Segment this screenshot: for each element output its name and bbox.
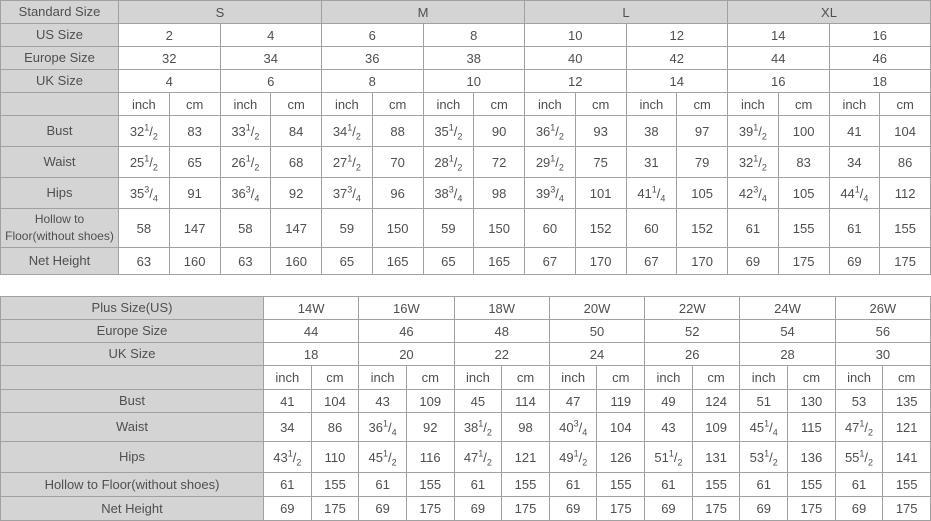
measure-cm-cell: 155	[778, 209, 829, 248]
measure-cm-cell: 170	[575, 248, 626, 275]
measure-inch-cell: 49	[645, 390, 693, 413]
size-value-cell: 26W	[835, 297, 930, 320]
unit-cell: inch	[359, 366, 407, 390]
measure-inch-cell: $38^1/_2$	[454, 413, 502, 442]
measure-inch-cell: $35^1/_2$	[423, 116, 474, 147]
size-value-cell: 38	[423, 47, 525, 70]
size-value-cell: 48	[454, 320, 549, 343]
measure-inch-cell: 67	[626, 248, 677, 275]
measure-cm-cell: 121	[883, 413, 931, 442]
measure-inch-cell: $29^1/_2$	[525, 147, 576, 178]
measure-cm-cell: 96	[372, 178, 423, 209]
size-value-cell: 6	[322, 24, 424, 47]
size-value-cell: 28	[740, 343, 835, 366]
measure-inch-cell: $51^1/_2$	[645, 442, 693, 473]
measure-inch-cell: $44^1/_4$	[829, 178, 880, 209]
measure-inch-cell: 63	[220, 248, 271, 275]
table-row	[1, 413, 931, 442]
measure-inch-cell: 61	[829, 209, 880, 248]
measure-inch-cell: 60	[525, 209, 576, 248]
row-label: UK Size	[1, 343, 264, 366]
unit-cell: inch	[549, 366, 597, 390]
unit-cell: inch	[645, 366, 693, 390]
measure-inch-cell: $36^1/_2$	[525, 116, 576, 147]
measure-cm-cell: 110	[311, 442, 359, 473]
size-value-cell: 20	[359, 343, 454, 366]
measure-inch-cell: 61	[359, 473, 407, 497]
measure-cm-cell: 114	[502, 390, 550, 413]
measure-inch-cell: 45	[454, 390, 502, 413]
measure-inch-cell: 34	[264, 413, 312, 442]
measure-inch-cell: $37^3/_4$	[322, 178, 373, 209]
measure-inch-cell: 38	[626, 116, 677, 147]
measure-cm-cell: 175	[883, 497, 931, 521]
size-value-cell: 22	[454, 343, 549, 366]
measure-cm-cell: 150	[372, 209, 423, 248]
measure-inch-cell: 61	[264, 473, 312, 497]
table-row	[1, 178, 931, 209]
size-value-cell: 36	[322, 47, 424, 70]
measure-inch-cell: 69	[645, 497, 693, 521]
measure-inch-cell: 61	[645, 473, 693, 497]
size-value-cell: 20W	[549, 297, 644, 320]
size-value-cell: 16W	[359, 297, 454, 320]
measure-inch-cell: 63	[119, 248, 170, 275]
measure-inch-cell: $38^3/_4$	[423, 178, 474, 209]
unit-cell: cm	[692, 366, 740, 390]
measure-cm-cell: 79	[677, 147, 728, 178]
measure-cm-cell: 147	[271, 209, 322, 248]
table-row	[1, 343, 931, 366]
size-value-cell: 6	[220, 70, 322, 93]
unit-cell: cm	[883, 366, 931, 390]
row-label: Hollow to Floor(without shoes)	[1, 209, 119, 248]
measure-cm-cell: 160	[271, 248, 322, 275]
table-row	[1, 209, 931, 248]
table-row	[1, 147, 931, 178]
measure-inch-cell: 43	[645, 413, 693, 442]
measure-cm-cell: 147	[169, 209, 220, 248]
measure-cm-cell: 175	[311, 497, 359, 521]
table-row	[1, 248, 931, 275]
measure-cm-cell: 92	[406, 413, 454, 442]
size-value-cell: 46	[829, 47, 931, 70]
measure-inch-cell: $45^1/_2$	[359, 442, 407, 473]
table-row	[1, 497, 931, 521]
size-value-cell: 14W	[264, 297, 359, 320]
measure-cm-cell: 152	[677, 209, 728, 248]
size-value-cell: 8	[423, 24, 525, 47]
measure-inch-cell: 61	[835, 473, 883, 497]
measure-cm-cell: 175	[597, 497, 645, 521]
table-row	[1, 1, 931, 24]
row-label: Europe Size	[1, 47, 119, 70]
measure-inch-cell: 61	[728, 209, 779, 248]
measure-inch-cell: $47^1/_2$	[454, 442, 502, 473]
table-row	[1, 366, 931, 390]
measure-inch-cell: 58	[220, 209, 271, 248]
measure-inch-cell: $39^3/_4$	[525, 178, 576, 209]
measure-inch-cell: $25^1/_2$	[119, 147, 170, 178]
row-label: Bust	[1, 116, 119, 147]
measure-cm-cell: 175	[778, 248, 829, 275]
measure-cm-cell: 104	[880, 116, 931, 147]
measure-inch-cell: $47^1/_2$	[835, 413, 883, 442]
unit-cell: cm	[597, 366, 645, 390]
row-label: Waist	[1, 147, 119, 178]
unit-cell: cm	[311, 366, 359, 390]
measure-cm-cell: 155	[788, 473, 836, 497]
measure-cm-cell: 65	[169, 147, 220, 178]
size-value-cell: 44	[728, 47, 830, 70]
measure-cm-cell: 165	[372, 248, 423, 275]
size-value-cell: 4	[220, 24, 322, 47]
unit-cell: cm	[406, 366, 454, 390]
size-value-cell: 44	[264, 320, 359, 343]
measure-cm-cell: 155	[692, 473, 740, 497]
measure-cm-cell: 105	[778, 178, 829, 209]
measure-cm-cell: 126	[597, 442, 645, 473]
unit-cell: cm	[778, 93, 829, 116]
unit-cell: cm	[169, 93, 220, 116]
unit-cell: cm	[788, 366, 836, 390]
size-value-cell: XL	[728, 1, 931, 24]
measure-inch-cell: 47	[549, 390, 597, 413]
plus-size-chart	[0, 296, 931, 521]
measure-cm-cell: 112	[880, 178, 931, 209]
measure-cm-cell: 83	[169, 116, 220, 147]
measure-inch-cell: $42^3/_4$	[728, 178, 779, 209]
measure-cm-cell: 88	[372, 116, 423, 147]
measure-inch-cell: $33^1/_2$	[220, 116, 271, 147]
unit-cell: inch	[264, 366, 312, 390]
size-value-cell: 18W	[454, 297, 549, 320]
measure-cm-cell: 100	[778, 116, 829, 147]
measure-inch-cell: $27^1/_2$	[322, 147, 373, 178]
measure-inch-cell: 60	[626, 209, 677, 248]
unit-cell: inch	[454, 366, 502, 390]
measure-cm-cell: 97	[677, 116, 728, 147]
measure-inch-cell: $40^3/_4$	[549, 413, 597, 442]
measure-cm-cell: 68	[271, 147, 322, 178]
size-value-cell: 54	[740, 320, 835, 343]
row-label	[1, 366, 264, 390]
measure-cm-cell: 104	[597, 413, 645, 442]
measure-inch-cell: $35^3/_4$	[119, 178, 170, 209]
size-value-cell: 32	[119, 47, 221, 70]
row-label: Europe Size	[1, 320, 264, 343]
size-value-cell: 24W	[740, 297, 835, 320]
unit-cell: cm	[677, 93, 728, 116]
row-label: UK Size	[1, 70, 119, 93]
unit-cell: inch	[740, 366, 788, 390]
measure-inch-cell: $26^1/_2$	[220, 147, 271, 178]
row-label: Standard Size	[1, 1, 119, 24]
size-value-cell: 42	[626, 47, 728, 70]
measure-cm-cell: 115	[788, 413, 836, 442]
measure-inch-cell: 69	[454, 497, 502, 521]
measure-inch-cell: $55^1/_2$	[835, 442, 883, 473]
row-label: Net Height	[1, 248, 119, 275]
measure-inch-cell: 58	[119, 209, 170, 248]
unit-cell: cm	[271, 93, 322, 116]
size-value-cell: 8	[322, 70, 424, 93]
table-row	[1, 473, 931, 497]
size-value-cell: L	[525, 1, 728, 24]
measure-cm-cell: 152	[575, 209, 626, 248]
measure-cm-cell: 75	[575, 147, 626, 178]
size-value-cell: 34	[220, 47, 322, 70]
measure-inch-cell: $34^1/_2$	[322, 116, 373, 147]
unit-cell: inch	[423, 93, 474, 116]
measure-cm-cell: 105	[677, 178, 728, 209]
measure-inch-cell: 43	[359, 390, 407, 413]
measure-cm-cell: 101	[575, 178, 626, 209]
measure-cm-cell: 104	[311, 390, 359, 413]
unit-cell: inch	[220, 93, 271, 116]
unit-cell: inch	[626, 93, 677, 116]
measure-cm-cell: 130	[788, 390, 836, 413]
unit-cell: cm	[372, 93, 423, 116]
size-value-cell: 14	[728, 24, 830, 47]
row-label: Plus Size(US)	[1, 297, 264, 320]
size-value-cell: 2	[119, 24, 221, 47]
row-label: Waist	[1, 413, 264, 442]
measure-cm-cell: 86	[311, 413, 359, 442]
measure-inch-cell: 65	[322, 248, 373, 275]
measure-cm-cell: 119	[597, 390, 645, 413]
measure-cm-cell: 141	[883, 442, 931, 473]
measure-cm-cell: 98	[502, 413, 550, 442]
measure-inch-cell: $53^1/_2$	[740, 442, 788, 473]
size-value-cell: 56	[835, 320, 930, 343]
unit-cell: cm	[880, 93, 931, 116]
size-value-cell: 12	[626, 24, 728, 47]
size-value-cell: M	[322, 1, 525, 24]
measure-cm-cell: 86	[880, 147, 931, 178]
size-value-cell: 10	[423, 70, 525, 93]
unit-cell: inch	[728, 93, 779, 116]
measure-inch-cell: $43^1/_2$	[264, 442, 312, 473]
measure-cm-cell: 136	[788, 442, 836, 473]
measure-inch-cell: 51	[740, 390, 788, 413]
plus-size-table-section	[0, 296, 931, 521]
measure-inch-cell: 69	[835, 497, 883, 521]
unit-cell: cm	[575, 93, 626, 116]
measure-cm-cell: 155	[597, 473, 645, 497]
measure-cm-cell: 109	[692, 413, 740, 442]
measure-cm-cell: 155	[502, 473, 550, 497]
measure-inch-cell: 41	[264, 390, 312, 413]
size-value-cell: 52	[645, 320, 740, 343]
measure-cm-cell: 170	[677, 248, 728, 275]
table-row	[1, 320, 931, 343]
size-value-cell: 26	[645, 343, 740, 366]
size-value-cell: 22W	[645, 297, 740, 320]
measure-inch-cell: $32^1/_2$	[119, 116, 170, 147]
measure-cm-cell: 116	[406, 442, 454, 473]
measure-cm-cell: 155	[880, 209, 931, 248]
measure-cm-cell: 84	[271, 116, 322, 147]
unit-cell: inch	[525, 93, 576, 116]
table-row	[1, 297, 931, 320]
measure-cm-cell: 124	[692, 390, 740, 413]
table-row	[1, 116, 931, 147]
measure-cm-cell: 72	[474, 147, 525, 178]
measure-cm-cell: 70	[372, 147, 423, 178]
measure-cm-cell: 155	[406, 473, 454, 497]
table-row	[1, 24, 931, 47]
measure-inch-cell: $28^1/_2$	[423, 147, 474, 178]
size-value-cell: 18	[829, 70, 931, 93]
size-value-cell: 24	[549, 343, 644, 366]
row-label: Bust	[1, 390, 264, 413]
table-row	[1, 442, 931, 473]
measure-inch-cell: 67	[525, 248, 576, 275]
measure-cm-cell: 150	[474, 209, 525, 248]
measure-inch-cell: $36^1/_4$	[359, 413, 407, 442]
size-value-cell: 18	[264, 343, 359, 366]
measure-cm-cell: 175	[692, 497, 740, 521]
size-value-cell: 16	[728, 70, 830, 93]
measure-inch-cell: $36^3/_4$	[220, 178, 271, 209]
row-label: Net Height	[1, 497, 264, 521]
measure-cm-cell: 155	[311, 473, 359, 497]
measure-inch-cell: 59	[423, 209, 474, 248]
measure-inch-cell: $45^1/_4$	[740, 413, 788, 442]
measure-inch-cell: 31	[626, 147, 677, 178]
measure-cm-cell: 121	[502, 442, 550, 473]
measure-cm-cell: 175	[502, 497, 550, 521]
measure-cm-cell: 109	[406, 390, 454, 413]
unit-cell: inch	[119, 93, 170, 116]
row-label	[1, 93, 119, 116]
size-value-cell: 14	[626, 70, 728, 93]
measure-cm-cell: 175	[406, 497, 454, 521]
measure-cm-cell: 135	[883, 390, 931, 413]
measure-cm-cell: 91	[169, 178, 220, 209]
measure-inch-cell: 59	[322, 209, 373, 248]
table-row	[1, 47, 931, 70]
measure-cm-cell: 131	[692, 442, 740, 473]
measure-cm-cell: 175	[788, 497, 836, 521]
unit-cell: inch	[835, 366, 883, 390]
size-value-cell: 4	[119, 70, 221, 93]
measure-inch-cell: 61	[549, 473, 597, 497]
measure-cm-cell: 160	[169, 248, 220, 275]
measure-inch-cell: 34	[829, 147, 880, 178]
table-row	[1, 390, 931, 413]
measure-inch-cell: 61	[740, 473, 788, 497]
size-value-cell: 10	[525, 24, 627, 47]
measure-cm-cell: 165	[474, 248, 525, 275]
measure-inch-cell: 41	[829, 116, 880, 147]
size-value-cell: 40	[525, 47, 627, 70]
size-value-cell: 12	[525, 70, 627, 93]
table-row	[1, 93, 931, 116]
measure-inch-cell: 53	[835, 390, 883, 413]
measure-inch-cell: 69	[740, 497, 788, 521]
size-value-cell: 50	[549, 320, 644, 343]
size-value-cell: 46	[359, 320, 454, 343]
measure-cm-cell: 175	[880, 248, 931, 275]
measure-cm-cell: 98	[474, 178, 525, 209]
table-row	[1, 70, 931, 93]
unit-cell: inch	[322, 93, 373, 116]
measure-cm-cell: 93	[575, 116, 626, 147]
measure-inch-cell: 69	[829, 248, 880, 275]
row-label: Hips	[1, 178, 119, 209]
measure-inch-cell: $39^1/_2$	[728, 116, 779, 147]
measure-inch-cell: 69	[359, 497, 407, 521]
size-value-cell: S	[119, 1, 322, 24]
measure-inch-cell: 61	[454, 473, 502, 497]
measure-inch-cell: $32^1/_2$	[728, 147, 779, 178]
measure-cm-cell: 92	[271, 178, 322, 209]
unit-cell: inch	[829, 93, 880, 116]
measure-inch-cell: 65	[423, 248, 474, 275]
row-label: US Size	[1, 24, 119, 47]
measure-cm-cell: 83	[778, 147, 829, 178]
measure-inch-cell: $49^1/_2$	[549, 442, 597, 473]
measure-inch-cell: $41^1/_4$	[626, 178, 677, 209]
row-label: Hollow to Floor(without shoes)	[1, 473, 264, 497]
measure-cm-cell: 155	[883, 473, 931, 497]
size-value-cell: 16	[829, 24, 931, 47]
size-value-cell: 30	[835, 343, 930, 366]
measure-cm-cell: 90	[474, 116, 525, 147]
measure-inch-cell: 69	[549, 497, 597, 521]
unit-cell: cm	[502, 366, 550, 390]
unit-cell: cm	[474, 93, 525, 116]
row-label: Hips	[1, 442, 264, 473]
measure-inch-cell: 69	[728, 248, 779, 275]
measure-inch-cell: 69	[264, 497, 312, 521]
